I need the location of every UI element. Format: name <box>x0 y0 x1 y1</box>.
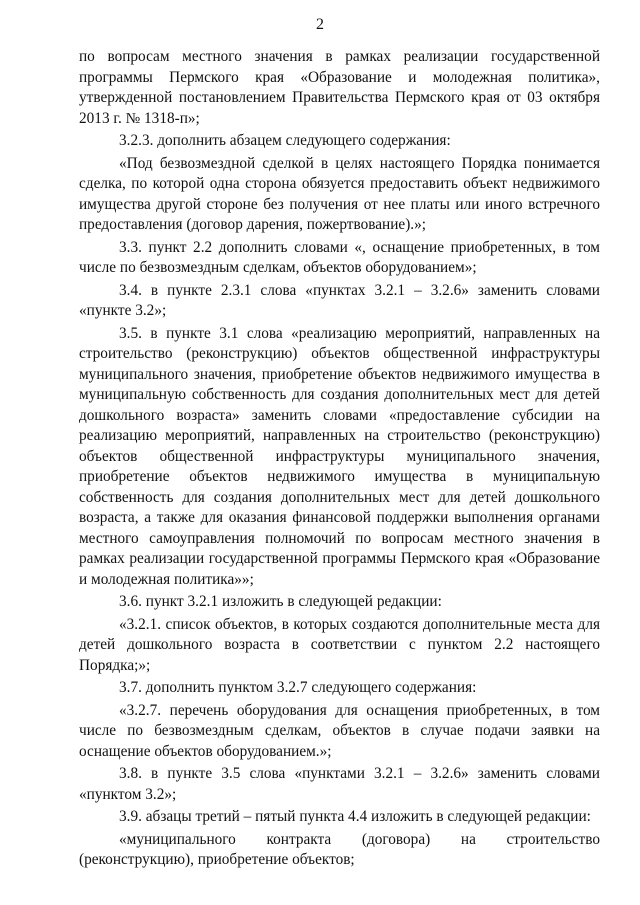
paragraph: 3.7. дополнить пунктом 3.2.7 следующего содержания: <box>119 679 477 696</box>
paragraph: 3.2.3. дополнить абзацем следующего содержания: <box>119 132 451 149</box>
document-body <box>79 47 600 873</box>
paragraph: 3.6. пункт 3.2.1 изложить в следующей редакции: <box>119 593 442 610</box>
paragraph: 3.9. абзацы третий – пятый пункта 4.4 изложить в следующей редакции: <box>119 808 591 825</box>
paragraph: 3.5. в пункте 3.1 слова «реализацию мероприятий, направленных на строительство (реконструкцию) объектов общественной инфраструктуры муниципального значения, приобретение объектов недвижимого имущества в муниципальную собственность для создания дополнительных мест для детей дошкольного возраста» заменить словами «предоставление субсидии на реализацию мероприятий, направленных на строительство (реконструкцию) объектов общественной инфраструктуры муниципального значения, приобретение объектов недвижимого имущества в муниципальную собственность для создания дополнительных мест для детей дошкольного возраста, а также для оказания финансовой поддержки выполнения органами местного самоуправления полномочий по вопросам местного значения в рамках реализации государственной программы Пермского края «Образование и молодежная политика»»; <box>79 324 600 588</box>
paragraph: по вопросам местного значения в рамках реализации государственной программы Пермского края «Образование и молодежная политика», утвержденной постановлением Правительства Пермского края от 03 октября 2013 г. № 1318-п»; <box>79 48 600 127</box>
paragraph: «муниципального контракта (договора) на строительство (реконструкцию), приобретение объектов; <box>79 830 600 868</box>
paragraph: 3.3. пункт 2.2 дополнить словами «, оснащение приобретенных, в том числе по безвозмездным сделкам, объектов оборудованием»; <box>79 238 600 276</box>
page-number: 2 <box>316 16 324 33</box>
paragraph: 3.8. в пункте 3.5 слова «пунктами 3.2.1 – 3.2.6» заменить словами «пунктом 3.2»; <box>79 765 600 803</box>
paragraph: «3.2.7. перечень оборудования для оснащения приобретенных, в том числе по безвозмездным сделкам, объектов в случае подачи заявки на оснащение объектов оборудованием.»; <box>79 701 600 760</box>
paragraph: 3.4. в пункте 2.3.1 слова «пунктах 3.2.1 – 3.2.6» заменить словами «пункте 3.2»; <box>79 281 600 319</box>
paragraph: «3.2.1. список объектов, в которых создаются дополнительные места для детей дошкольного возраста в соответствии с пунктом 2.2 настоящего Порядка;»; <box>79 615 600 674</box>
paragraph: «Под безвозмездной сделкой в целях настоящего Порядка понимается сделка, по которой одна сторона обязуется предоставить объект недвижимого имущества другой стороне без получения от нее платы или иного встречного предоставления (договор дарения, пожертвование).»; <box>79 154 600 233</box>
